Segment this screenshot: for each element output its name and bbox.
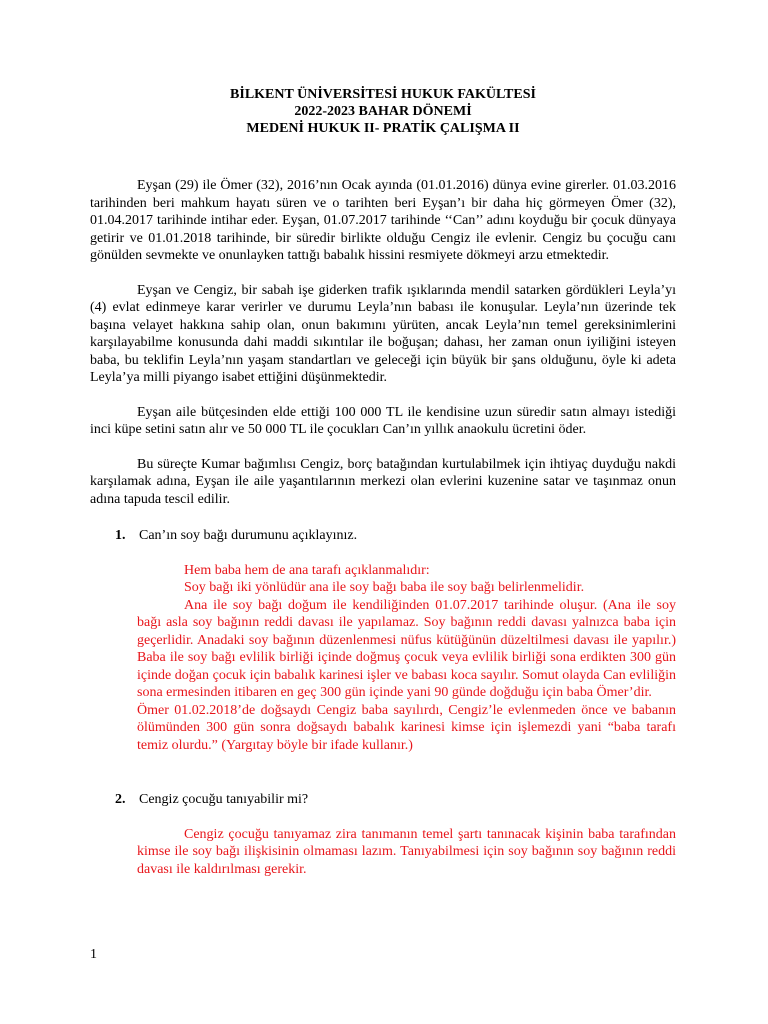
- question-number: 1.: [115, 528, 126, 543]
- question-text: Can’ın soy bağı durumunu açıklayınız.: [139, 528, 358, 543]
- document-title-line2: 2022-2023 BAHAR DÖNEMİ: [294, 104, 472, 119]
- question-number: 2.: [115, 792, 126, 807]
- answer-line: Cengiz çocuğu tanıyamaz zira tanımanın temel şartı tanınacak kişinin baba tarafından kimse ile soy bağı ilişkisinin olmaması lazım. Tanıyabilmesi için soy bağının soy bağının reddi davası ile kaldırılması gerekir.: [137, 826, 676, 877]
- answer-line: Ömer 01.02.2018’de doğsaydı Cengiz baba sayılırdı, Cengiz’le evlenmeden önce ve babanın ölümünden 300 gün sonra doğsaydı babalık karinesi kimse için işlemezdi yani “baba tarafı temiz olurdu.” (Yargıtay böyle bir ifade kullanır.): [137, 702, 676, 753]
- question-2: [90, 791, 676, 809]
- answer-1: [137, 562, 676, 755]
- document-title-line3: MEDENİ HUKUK II- PRATİK ÇALIŞMA II: [246, 121, 520, 136]
- answer-line: Soy bağı iki yönlüdür ana ile soy bağı baba ile soy bağı belirlenmelidir.: [184, 580, 585, 595]
- case-paragraph-3: Eyşan aile bütçesinden elde ettiği 100 000 TL ile kendisine uzun süredir satın almayı istediği inci küpe setini satın alır ve 50 000 TL ile çocukları Can’ın yıllık anaokulu ücretini öder.: [90, 404, 676, 437]
- document-page: [90, 86, 676, 878]
- case-paragraph-4: Bu süreçte Kumar bağımlısı Cengiz, borç batağından kurtulabilmek için ihtiyaç duyduğu nakdi karşılamak adına, Eyşan ile aile yaşantılarının merkezi olan evlerini kuzenine satar ve taşınmaz onun adına tapuda tescil edilir.: [90, 456, 676, 507]
- question-text: Cengiz çocuğu tanıyabilir mi?: [139, 792, 309, 807]
- page-number: 1: [90, 947, 97, 962]
- document-title-line1: BİLKENT ÜNİVERSİTESİ HUKUK FAKÜLTESİ: [230, 87, 536, 102]
- answer-2: [137, 826, 676, 879]
- answer-line: Ana ile soy bağı doğum ile kendiliğinden 01.07.2017 tarihinde oluşur. (Ana ile soy bağı asla soy bağının reddi davası ile yapılamaz. Soy bağının reddi davası yalnızca baba için geçerlidir. Anadaki soy bağının düzenlenmesi nüfus kütüğünün düzeltilmesi davası ile yapılır.) Baba ile soy bağı evlilik birliği içinde doğmuş çocuk veya evlilik birliği sona erdikten 300 gün içinde doğan çocuk için babalık karinesi işler ve babası koca sayılır. Somut olayda Can evliliğin sona ermesinden itibaren en geç 300 gün içinde yani 90 günde doğduğu için baba Ömer’dir.: [137, 597, 676, 700]
- case-paragraph-1: Eyşan (29) ile Ömer (32), 2016’nın Ocak ayında (01.01.2016) dünya evine girerler. 01.03.2016 tarihinden beri mahkum hayatı süren ve o tarihten beri Eyşan’ı bir daha hiç görmeyen Ömer (32), 01.04.2017 tarihinde intihar eder. Eyşan, 01.07.2017 tarihinde ‘‘Can’’ adını koyduğu bir çocuk dünyaya getirir ve 01.01.2018 tarihinde, bir süredir birlikte olduğu Cengiz ile evlenir. Cengiz bu çocuğu canı gönülden sevmekte ve onunlayken tattığı babalık hissini resmiyete dökmeyi arzu etmektedir.: [90, 178, 676, 263]
- question-1: [90, 527, 676, 545]
- case-paragraph-2: Eyşan ve Cengiz, bir sabah işe giderken trafik ışıklarında mendil satarken gördükleri Leyla’yı (4) evlat edinmeye karar verirler ve durumu Leyla’nın babası ile konuşular. Leyla’nın üzerinde tek başına velayet hakkına sahip olan, onun bakımını yürüten, ancak Leyla’nın temel gereksinimlerini karşılayabilme konusunda dahi maddi sıkıntılar ile boğuşan; dahası, her zaman onun iyiliğini isteyen baba, bu teklifin Leyla’nın yaşam standartları ve geleceği için büyük bir şans olduğunu, öyle ki adeta Leyla’ya milli piyango isabet ettiğini düşünmektedir.: [90, 282, 676, 385]
- answer-line: Hem baba hem de ana tarafı açıklanmalıdır:: [184, 562, 430, 578]
